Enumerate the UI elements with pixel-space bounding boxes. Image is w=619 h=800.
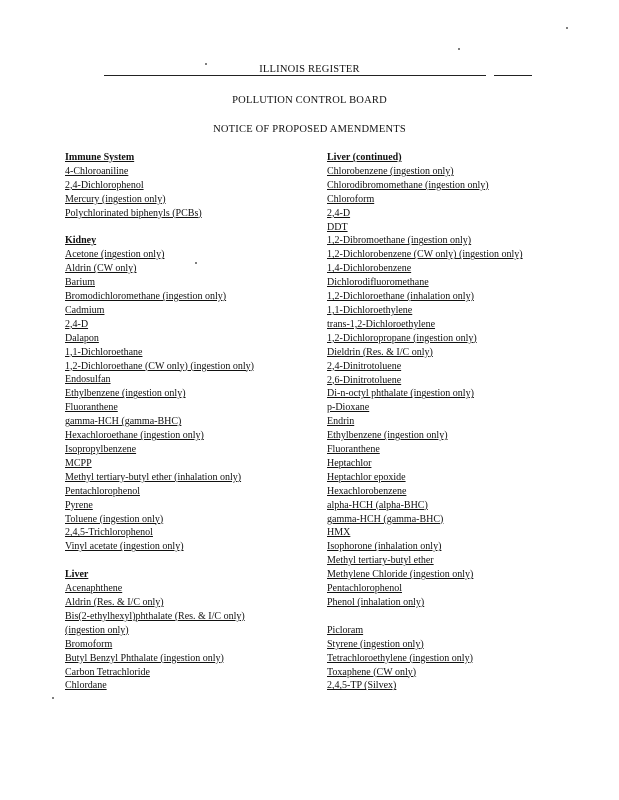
scan-speck [458,48,460,50]
list-item: Pentachlorophenol [65,485,140,497]
list-item: 1,1-Dichloroethane [65,346,143,358]
list-item: Vinyl acetate (ingestion only) [65,541,184,553]
list-item: Pentachlorophenol [327,583,402,595]
list-item: 2,4,5-Trichlorophenol [65,527,153,539]
list-item: 1,2-Dichlorobenzene (CW only) (ingestion only) [327,249,523,261]
list-item: HMX [327,527,351,539]
list-item: Carbon Tetrachloride [65,666,150,678]
liver-list [65,582,320,693]
list-item: Ethylbenzene (ingestion only) [65,388,186,400]
section-heading-kidney: Kidney [65,235,97,247]
list-item: Chlorobenzene (ingestion only) [327,165,454,177]
list-item: Bromodichloromethane (ingestion only) [65,291,227,303]
list-item: trans-1,2-Dichloroethylene [327,318,436,330]
list-item: Butyl Benzyl Phthalate (ingestion only) [65,652,224,664]
list-item: Mercury (ingestion only) [65,193,166,205]
scan-speck [205,63,207,65]
liver-continued-list [327,165,567,610]
list-item: Dieldrin (Res. & I/C only) [327,346,433,358]
liver-continued-list-b [327,624,567,694]
list-item: Pyrene [65,499,93,511]
list-item: Cadmium [65,304,105,316]
scan-speck [566,27,568,29]
list-item: Endrin [327,416,355,428]
list-item: 1,4-Dichlorobenzene [327,263,412,275]
immune-list [65,165,320,221]
right-column [327,151,567,693]
left-column [65,151,320,693]
list-item: 1,1-Dichloroethylene [327,304,413,316]
list-item: Dichlorodifluoromethane [327,277,429,289]
list-item: Bis(2-ethylhexyl)phthalate (Res. & I/C only) [65,610,245,622]
list-item: 1,2-Dibromoethane (ingestion only) [327,235,472,247]
section-heading-liver: Liver [65,569,89,581]
section-heading-liver-continued: Liver (continued) [327,152,402,163]
list-item: Fluoranthene [327,444,380,456]
scan-speck [195,262,197,264]
list-item: DDT [327,221,348,233]
list-item: 2,4-D [65,318,89,330]
scan-speck [52,697,54,699]
list-item: gamma-HCH (gamma-BHC) [65,416,182,428]
list-item: Isopropylbenzene [65,444,137,456]
list-item: 1,2-Dichloropropane (ingestion only) [327,332,477,344]
list-item: gamma-HCH (gamma-BHC) [327,513,444,525]
list-item: Barium [65,277,95,289]
list-item: Acetone (ingestion only) [65,249,165,261]
list-item: 2,4,5-TP (Silvex) [327,680,397,692]
list-item: Aldrin (Res. & I/C only) [65,596,164,608]
header-rule-short [494,75,532,76]
list-item: Chlordane [65,680,107,692]
list-item: Fluoranthene [65,402,118,414]
list-item: (ingestion only) [65,624,129,636]
list-item: Heptachlor epoxide [327,471,406,483]
list-item: 1,2-Dichloroethane (inhalation only) [327,291,474,303]
list-item: MCPP [65,457,92,469]
list-item: 1,2-Dichloroethane (CW only) (ingestion only) [65,360,254,372]
list-item: Toluene (ingestion only) [65,513,164,525]
list-item: Heptachlor [327,457,372,469]
list-item: Acenaphthene [65,583,123,595]
list-item: Toxaphene (CW only) [327,666,417,678]
list-item: Methyl tertiary-butyl ether (inhalation only) [65,471,242,483]
list-item: Phenol (inhalation only) [327,597,425,608]
board-title: POLLUTION CONTROL BOARD [232,95,387,106]
list-item: Hexachloroethane (ingestion only) [65,430,204,442]
notice-title: NOTICE OF PROPOSED AMENDMENTS [213,124,406,135]
list-item: Di-n-octyl phthalate (ingestion only) [327,388,474,400]
list-item: 2,4-D [327,207,351,219]
list-item: Endosulfan [65,374,111,386]
register-title: ILLINOIS REGISTER [259,64,360,75]
list-item: Chloroform [327,193,375,205]
list-item: Dalapon [65,332,99,344]
list-item: Tetrachloroethylene (ingestion only) [327,652,473,664]
list-item: alpha-HCH (alpha-BHC) [327,499,428,511]
list-item: Chlorodibromomethane (ingestion only) [327,179,489,191]
list-item: Bromoform [65,638,113,650]
list-item: Methylene Chloride (ingestion only) [327,569,474,581]
header-rule [104,75,486,76]
section-heading-immune: Immune System [65,152,135,163]
list-item: Isophorone (inhalation only) [327,541,442,553]
list-item: Aldrin (CW only) [65,263,137,275]
list-item: Picloram [327,624,364,636]
list-item: 2,6-Dinitrotoluene [327,374,402,386]
list-item: 2,4-Dichlorophenol [65,179,144,191]
list-item: 4-Chloroaniline [65,165,129,177]
kidney-list [65,248,320,554]
list-item: p-Dioxane [327,402,370,414]
list-item: 2,4-Dinitrotoluene [327,360,402,372]
list-item: Polychlorinated biphenyls (PCBs) [65,207,202,219]
list-item: Ethylbenzene (ingestion only) [327,430,448,442]
list-item: Styrene (ingestion only) [327,638,424,650]
list-item: Hexachlorobenzene [327,485,407,497]
list-item: Methyl tertiary-butyl ether [327,555,434,567]
